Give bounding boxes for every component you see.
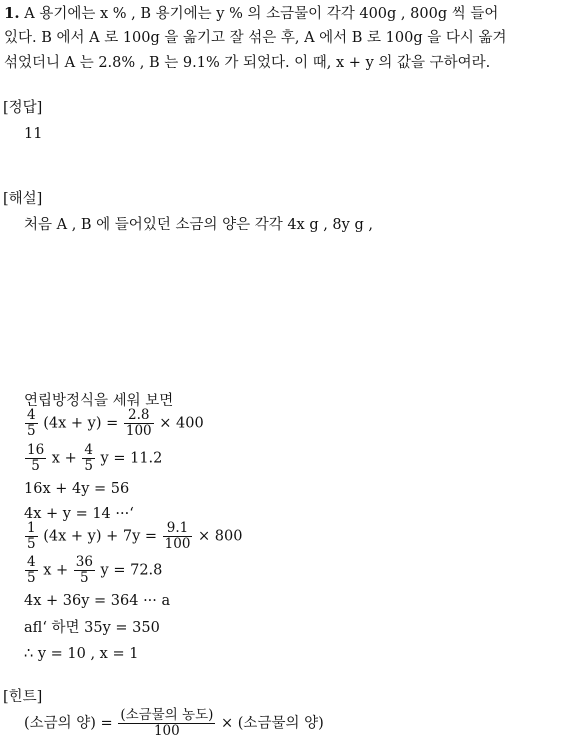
problem-line-2: 있다. B 에서 A 로 100g 을 옮기고 잘 섞은 후, A 에서 B 로 100g 을 다시 옮겨 <box>4 30 507 46</box>
equation-3: 16x + 4y = 56 <box>24 481 130 497</box>
solution-intro: 처음 A , B 에 들어있던 소금의 양은 각각 4x g , 8y g , <box>24 217 373 233</box>
fraction: $\frac{\text{(소금물의 농도)}}{100}$ <box>120 707 214 739</box>
equation-8: afl‘ 하면 35y = 350 <box>24 620 160 636</box>
equation-1: $\frac{4}{5}$ (4x + y) = $\frac{2.8}{100}$ × 400 <box>27 407 204 439</box>
answer-value: 11 <box>24 126 43 142</box>
problem-line-3: 섞었더니 A 는 2.8% , B 는 9.1% 가 되었다. 이 때, x + y 의 값을 구하여라. <box>4 55 491 71</box>
fraction: $\frac{36}{5}$ <box>75 554 93 586</box>
problem-number: 1. <box>4 4 20 22</box>
fraction: $\frac{16}{5}$ <box>27 442 45 474</box>
system-label: 연립방정식을 세워 보면 <box>24 393 174 409</box>
problem-line-1 <box>4 2 498 25</box>
fraction: $\frac{2.8}{100}$ <box>125 407 152 439</box>
equation-2: $\frac{16}{5}$ x + $\frac{4}{5}$ y = 11.2 <box>27 442 163 474</box>
problem-text-1: A 용기에는 x % , B 용기에는 y % 의 소금물이 각각 400g , 800g 씩 들어 <box>24 6 499 22</box>
equation-9: ∴ y = 10 , x = 1 <box>24 646 139 662</box>
hint-formula: (소금의 양) = $\frac{\text{(소금물의 농도)}}{100}$ × (소금물의 양) <box>24 707 324 739</box>
solution-header: [해설] <box>3 191 43 207</box>
fraction: $\frac{4}{5}$ <box>27 407 36 439</box>
fraction: $\frac{4}{5}$ <box>27 554 36 586</box>
fraction: $\frac{9.1}{100}$ <box>164 520 191 552</box>
equation-7: 4x + 36y = 364 ··· a <box>24 593 171 609</box>
fraction: $\frac{1}{5}$ <box>27 520 36 552</box>
answer-header: [정답] <box>3 100 43 116</box>
hint-header: [힌트] <box>3 689 43 705</box>
equation-5: $\frac{1}{5}$ (4x + y) + 7y = $\frac{9.1}{100}$ × 800 <box>27 520 243 552</box>
equation-4: 4x + y = 14 ···‘ <box>24 506 134 522</box>
fraction: $\frac{4}{5}$ <box>84 442 93 474</box>
equation-6: $\frac{4}{5}$ x + $\frac{36}{5}$ y = 72.8 <box>27 554 163 586</box>
